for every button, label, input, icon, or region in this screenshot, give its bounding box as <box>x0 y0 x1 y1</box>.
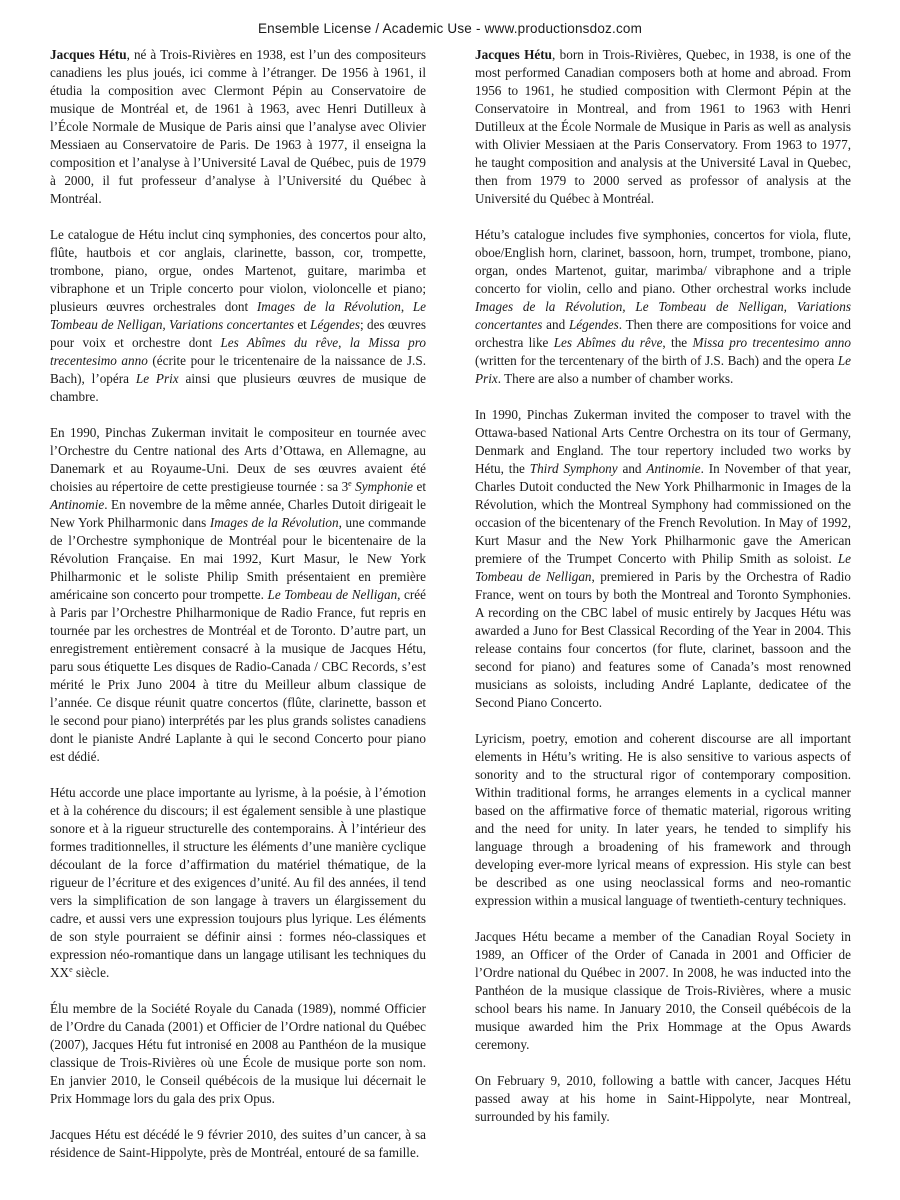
en-paragraph-catalogue: Hétu’s catalogue includes five symphonies, concertos for viola, flute, oboe/English horn, clarinet, bassoon, horn, trumpet, trombone, piano, organ, ondes Martenot, guitar, marimba/ vibraphone and a triple concerto for violin, cello and piano. Other orchestral works include Images de la Révolution, Le Tombeau de Nelligan, Variations concertantes and Légendes. Then there are compositions for voice and orchestra like Les Abîmes du rêve, the Missa pro trecentesimo anno (written for the tercentenary of the birth of J.S. Bach) and the opera Le Prix. There are also a number of chamber works. <box>475 227 851 386</box>
en-paragraph-death: On February 9, 2010, following a battle with cancer, Jacques Hétu passed away at his home in Saint-Hippolyte, near Montreal, surrounded by his family. <box>475 1073 851 1124</box>
composer-name: Jacques Hétu <box>475 47 552 62</box>
fr-paragraph-death: Jacques Hétu est décédé le 9 février 2010, des suites d’un cancer, à sa résidence de Saint-Hippolyte, près de Montréal, entouré de sa famille. <box>50 1127 426 1160</box>
english-column <box>475 46 851 1144</box>
composer-name: Jacques Hétu <box>50 47 127 62</box>
fr-paragraph-honours: Élu membre de la Société Royale du Canada (1989), nommé Officier de l’Ordre du Canada (2001) et Officier de l’Ordre national du Québec (2007), Jacques Hétu fut intronisé en 2008 au Panthéon de la musique classique de Trois-Rivières où une École de musique porte son nom. En janvier 2010, le Conseil québécois de la musique lui décernait le Prix Hommage lors du gala des prix Opus. <box>50 1001 426 1106</box>
en-paragraph-honours: Jacques Hétu became a member of the Canadian Royal Society in 1989, an Officer of the Order of Canada in 2001 and Officier de l’Ordre national du Québec in 2007. In 2008, he was inducted into the Panthéon de la musique classique de Trois-Rivières, where a music school bears his name. In January 2010, the Conseil québécois de la musique awarded him the Prix Hommage at the Opus Awards ceremony. <box>475 929 851 1052</box>
fr-paragraph-catalogue: Le catalogue de Hétu inclut cinq symphonies, des concertos pour alto, flûte, hautbois et cor anglais, clarinette, basson, cor, trompette, trombone, piano, orgue, ondes Martenot, guitare, marimba et vibraphone et un Triple concerto pour violon, violoncelle et piano; plusieurs œuvres orchestrales dont Images de la Révolution, Le Tombeau de Nelligan, Variations concertantes et Légendes; des œuvres pour voix et orchestre dont Les Abîmes du rêve, la Missa pro trecentesimo anno (écrite pour le tricentenaire de la naissance de J.S. Bach), l’opéra Le Prix ainsi que plusieurs œuvres de musique de chambre. <box>50 227 426 404</box>
fr-paragraph-intro: Jacques Hétu, né à Trois-Rivières en 1938, est l’un des compositeurs canadiens les plus joués, ici comme à l’étranger. De 1956 à 1961, il étudia la composition avec Clermont Pépin au Conservatoire de musique de Montréal et, de 1961 à 1963, avec Henri Dutilleux à l’École Normale de Musique de Paris ainsi que l’analyse avec Olivier Messiaen au Conservatoire de Paris. De 1963 à 1977, il enseigna la composition et l’analyse à l’Université Laval de Québec, puis de 1979 à 2000, il fut professeur d’analyse à l’Université du Québec à Montréal. <box>50 47 427 206</box>
fr-paragraph-tours: En 1990, Pinchas Zukerman invitait le compositeur en tournée avec l’Orchestre du Centre national des Arts d’Ottawa, en Allemagne, au Danemark et au Royaume-Uni. Deux de ses œuvres avaient été choisies au répertoire de cette prestigieuse tournée : sa 3e Symphonie et Antinomie. En novembre de la même année, Charles Dutoit dirigeait le New York Philharmonic dans Images de la Révolution, une commande de l’Orchestre symphonique de Montréal pour le bicentenaire de la Révolution Française. En mai 1992, Kurt Masur, le New York Philharmonic et le soliste Philip Smith présentaient en première américaine son concerto pour trompette. Le Tombeau de Nelligan, créé à Paris par l’Orchestre Philharmonique de Radio France, fut repris en tournée par les orchestres de Montréal et de Toronto. D’autre part, un enregistrement entièrement consacré à la musique de Jacques Hétu, paru sous étiquette Les disques de Radio-Canada / CBC Records, s’est mérité le Prix Juno 2004 à titre du Meilleur album classique de l’année. Ce disque réunit quatre concertos (flûte, clarinette, basson et le second pour piano) interprétés par les plus grands solistes canadiens dont le pianiste André Laplante à qui le second Concerto pour piano est dédié. <box>50 425 427 764</box>
french-column <box>50 46 426 1180</box>
fr-paragraph-style: Hétu accorde une place importante au lyrisme, à la poésie, à l’émotion et à la cohérence du discours; il est également sensible à une plastique sonore et à la rigueur structurelle des contemporains. À l’intérieur des formes traditionnelles, il structure les éléments d’une manière cyclique découlant de la force d’affirmation du matériel thématique, de la rigueur de l’écriture et des exigences d’unité. Au fil des années, il tend vers la simplification de son langage à travers un élargissement du cadre, et aussi vers une expression toujours plus lyrique. Les éléments de son style pourraient se définir ainsi : formes néo-classiques et expression néo-romantique dans un langage utilisant les techniques du XXe siècle. <box>50 785 426 980</box>
en-paragraph-intro: Jacques Hétu, born in Trois-Rivières, Quebec, in 1938, is one of the most performed Canadian composers both at home and abroad. From 1956 to 1961, he studied composition with Clermont Pépin at the Conservatoire in Montreal, and from 1961 to 1963 with Henri Dutilleux at the École Normale de Musique in Paris as well as analysis with Olivier Messiaen at the Paris Conservatory. From 1963 to 1977, he taught composition and analysis at the Université Laval in Quebec, then from 1979 to 2000 served as professor of analysis at the Université du Québec à Montréal. <box>475 47 852 206</box>
license-header: Ensemble License / Academic Use - www.productionsdoz.com <box>257 21 643 36</box>
en-paragraph-tours: In 1990, Pinchas Zukerman invited the composer to travel with the Ottawa-based National Arts Centre Orchestra on its tour of Germany, Denmark and England. The tour repertory included two works by Hétu, the Third Symphony and Antinomie. In November of that year, Charles Dutoit conducted the New York Philharmonic in Images de la Révolution, which the Montreal Symphony had commissioned on the occasion of the bicentenary of the French Revolution. In May of 1992, Kurt Masur and the New York Philharmonic gave the American premiere of the Trumpet Concerto with Philip Smith as soloist. Le Tombeau de Nelligan, premiered in Paris by the Orchestra of Radio France, went on tours by both the Montreal and Toronto Symphonies. A recording on the CBC label of music entirely by Jacques Hétu was awarded a Juno for Best Classical Recording of the Year in 2004. This release contains four concertos (for flute, clarinet, bassoon and the second for piano) and features some of Canada’s most renowned musicians as soloists, including André Laplante, dedicatee of the Second Piano Concerto. <box>475 407 852 710</box>
en-paragraph-style: Lyricism, poetry, emotion and coherent discourse are all important elements in Hétu’s writing. He is also sensitive to various aspects of sonority and to the structural rigor of contemporary composition. Within traditional forms, he arranges elements in a cyclical manner based on the affirmative force of thematic material, rigorous writing and the need for unity. In later years, he tended to simplify his language through a broadening of his framework and through developing ever-more lyrical means of expression. His style can best be described as one using neoclassical forms and neo-romantic expression within a musical language of twentieth-century techniques. <box>475 731 851 908</box>
